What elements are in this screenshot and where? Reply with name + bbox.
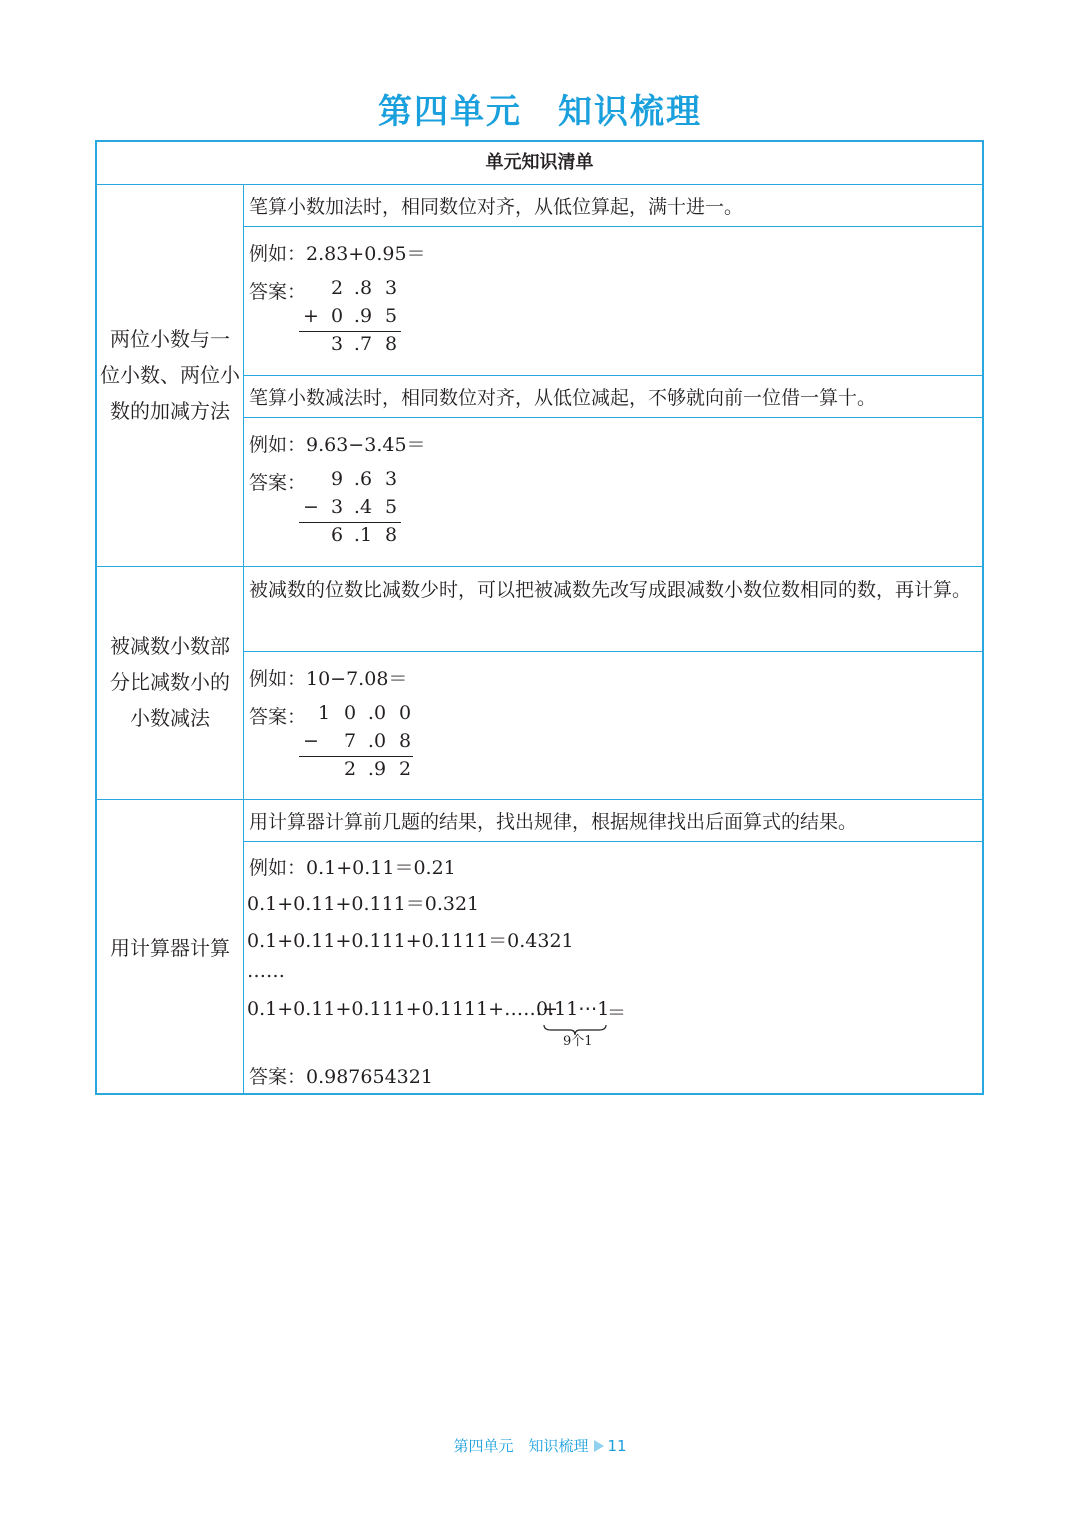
- footer-unit: 第四单元 知识梳理: [453, 1437, 589, 1455]
- digit: 2: [398, 758, 412, 780]
- digit: .1: [353, 524, 373, 546]
- page-footer: [0, 1435, 1080, 1456]
- digit: 6: [330, 524, 344, 546]
- example-line: ……: [247, 960, 285, 982]
- page-title: 第四单元 知识梳理: [378, 92, 702, 132]
- section-label: [97, 321, 243, 429]
- digit: .6: [353, 468, 373, 490]
- knowledge-table: [95, 140, 984, 1095]
- label-line: 小数减法: [130, 706, 210, 730]
- answer: 答案：0.987654321: [249, 1066, 433, 1088]
- example-line: 0.1+0.11+0.111+0.1111+……+: [247, 998, 558, 1020]
- digit: .9: [367, 758, 387, 780]
- digit: .8: [353, 277, 373, 299]
- digit: 7: [343, 730, 357, 752]
- digit: 0: [330, 305, 344, 327]
- operator: −: [303, 496, 319, 518]
- digit: 5: [384, 305, 398, 327]
- digit: .9: [353, 305, 373, 327]
- label-line: 被减数小数部: [110, 634, 230, 658]
- divider: [244, 375, 982, 376]
- digit: .4: [353, 496, 373, 518]
- example: 例如：2.83+0.95＝: [249, 243, 426, 265]
- digit: 1: [317, 702, 331, 724]
- vertical-calculation: [297, 702, 427, 786]
- brace-note: 9个1: [563, 1034, 593, 1049]
- answer-label: 答案：: [249, 281, 307, 303]
- operator: −: [303, 730, 319, 752]
- label-line: 分比减数小的: [110, 670, 230, 694]
- label-line: 数的加减方法: [110, 399, 230, 423]
- digit: .0: [367, 730, 387, 752]
- digit: 8: [384, 333, 398, 355]
- digit: .0: [367, 702, 387, 724]
- section-label: [97, 930, 243, 966]
- divider: [244, 417, 982, 418]
- repeating-number: 0.11⋯1: [536, 998, 610, 1020]
- digit: .7: [353, 333, 373, 355]
- divider: [244, 226, 982, 227]
- divider: [97, 799, 982, 800]
- example-line: 0.1+0.11+0.111+0.1111＝0.4321: [247, 930, 574, 952]
- digit: 0: [343, 702, 357, 724]
- rule-text: 用计算器计算前几题的结果，找出规律，根据规律找出后面算式的结果。: [249, 811, 858, 833]
- rule-text: 笔算小数减法时，相同数位对齐，从低位减起，不够就向前一位借一算十。: [249, 387, 877, 409]
- example-line: 0.1+0.11+0.111＝0.321: [247, 893, 480, 915]
- label-line: 位小数、两位小: [100, 363, 240, 387]
- digit: 9: [330, 468, 344, 490]
- rule-text: 笔算小数加法时，相同数位对齐，从低位算起，满十进一。: [249, 196, 744, 218]
- divider: [244, 651, 982, 652]
- answer-label: 答案：: [249, 706, 307, 728]
- digit: 8: [398, 730, 412, 752]
- rule-text: 被减数的位数比减数少时，可以把被减数先改写成跟减数小数位数相同的数，再计算。: [249, 579, 972, 601]
- vertical-calculation: [297, 277, 407, 361]
- label-line: 用计算器计算: [110, 936, 230, 960]
- page-number: 11: [607, 1437, 627, 1455]
- divider: [244, 841, 982, 842]
- section-label: [97, 628, 243, 736]
- vertical-calculation: [297, 468, 407, 552]
- digit: 3: [330, 333, 344, 355]
- divider: [97, 566, 982, 567]
- example-line: 例如：0.1+0.11＝0.21: [249, 857, 456, 879]
- digit: 3: [384, 277, 398, 299]
- digit: 2: [343, 758, 357, 780]
- digit: 8: [384, 524, 398, 546]
- digit: 5: [384, 496, 398, 518]
- digit: 2: [330, 277, 344, 299]
- table-header: 单元知识清单: [485, 152, 594, 173]
- sum-line: [299, 522, 401, 523]
- example: 例如：9.63−3.45＝: [249, 434, 426, 456]
- divider: [243, 184, 244, 1095]
- operator: +: [303, 305, 319, 327]
- sum-line: [299, 331, 401, 332]
- digit: 0: [398, 702, 412, 724]
- sum-line: [299, 756, 413, 757]
- example: 例如：10−7.08＝: [249, 668, 408, 690]
- digit: 3: [384, 468, 398, 490]
- digit: 3: [330, 496, 344, 518]
- answer-label: 答案：: [249, 472, 307, 494]
- divider: [97, 184, 982, 185]
- label-line: 两位小数与一: [110, 327, 230, 351]
- triangle-icon: [594, 1440, 604, 1452]
- equals-sign: ＝: [607, 1002, 627, 1024]
